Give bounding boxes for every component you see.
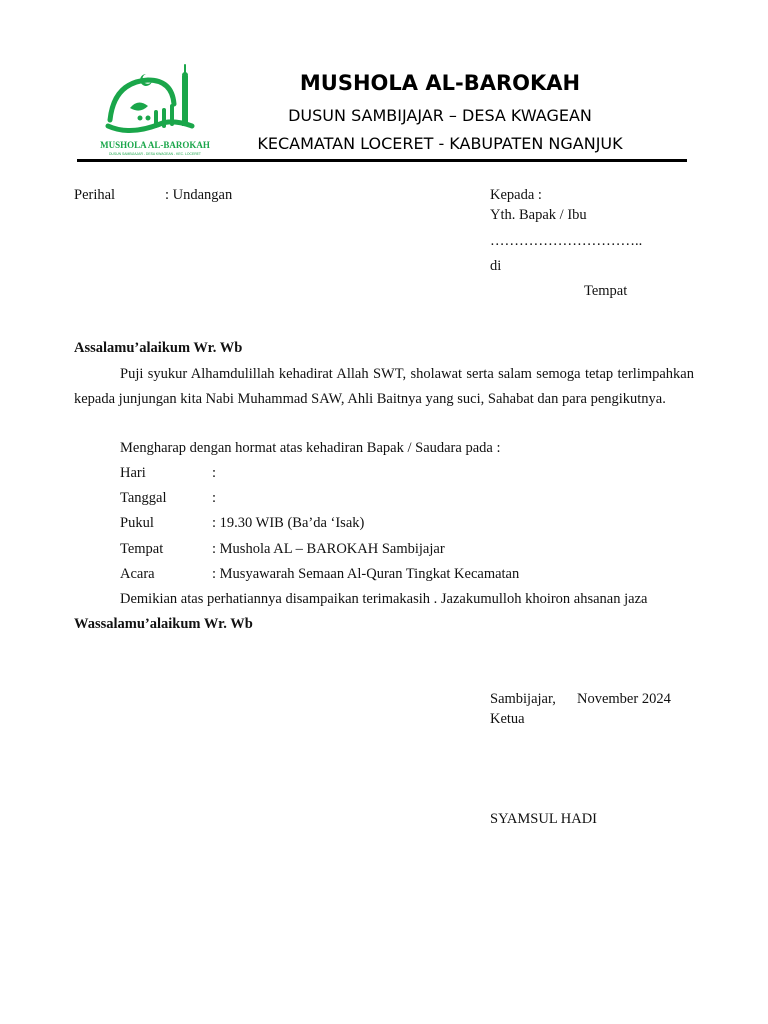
detail-label-event: Acara bbox=[120, 566, 155, 582]
letterhead-divider bbox=[77, 159, 687, 162]
subject-label: Perihal bbox=[74, 187, 116, 203]
recipient-dots: ………………………….. bbox=[490, 233, 643, 249]
detail-label-date: Tanggal bbox=[120, 490, 167, 506]
address-line-1: DUSUN SAMBIJAJAR – DESA KWAGEAN bbox=[288, 106, 592, 125]
detail-label-time: Pukul bbox=[120, 515, 154, 531]
greeting: Assalamu’alaikum Wr. Wb bbox=[74, 340, 243, 356]
detail-value-time: : 19.30 WIB (Ba’da ‘Isak) bbox=[212, 515, 365, 531]
detail-value-event: : Musyawarah Semaan Al-Quran Tingkat Kecamatan bbox=[212, 566, 520, 582]
address-line-2: KECAMATAN LOCERET - KABUPATEN NGANJUK bbox=[257, 134, 623, 153]
signature-name: SYAMSUL HADI bbox=[490, 811, 598, 827]
recipient-yth: Yth. Bapak / Ibu bbox=[490, 207, 587, 223]
detail-value-day: : bbox=[212, 465, 217, 481]
detail-value-date: : bbox=[212, 490, 217, 506]
recipient-di: di bbox=[490, 258, 502, 274]
subject-value: : Undangan bbox=[165, 187, 233, 203]
detail-label-place: Tempat bbox=[120, 541, 164, 557]
signature-role: Ketua bbox=[490, 711, 525, 727]
recipient-tempat: Tempat bbox=[584, 283, 628, 299]
recipient-kepada: Kepada : bbox=[490, 187, 542, 203]
organization-title: MUSHOLA AL-BAROKAH bbox=[299, 71, 581, 95]
logo-subtext: DUSUN SAMBIJAJAR - DESA KWAGEAN - KEC. LOCERET bbox=[108, 152, 202, 156]
detail-value-place: : Mushola AL – BAROKAH Sambijajar bbox=[212, 541, 445, 557]
opening-paragraph: Puji syukur Alhamdulillah kehadirat Allah SWT, sholawat serta salam semoga tetap terlimpahkan kepada junjungan kita Nabi Muhammad SAW, Ahli Baitnya yang suci, Sahabat dan para pengikutnya. bbox=[74, 366, 694, 407]
signature-date: November 2024 bbox=[577, 691, 671, 707]
logo-text: MUSHOLA AL-BAROKAH bbox=[100, 140, 210, 150]
invitation-text: Mengharap dengan hormat atas kehadiran Bapak / Saudara pada : bbox=[120, 440, 501, 456]
farewell: Wassalamu’alaikum Wr. Wb bbox=[74, 616, 253, 632]
detail-label-day: Hari bbox=[120, 465, 146, 481]
closing-text: Demikian atas perhatiannya disampaikan terimakasih . Jazakumulloh khoiron ahsanan jaza bbox=[120, 591, 648, 607]
signature-place: Sambijajar, bbox=[490, 691, 556, 707]
